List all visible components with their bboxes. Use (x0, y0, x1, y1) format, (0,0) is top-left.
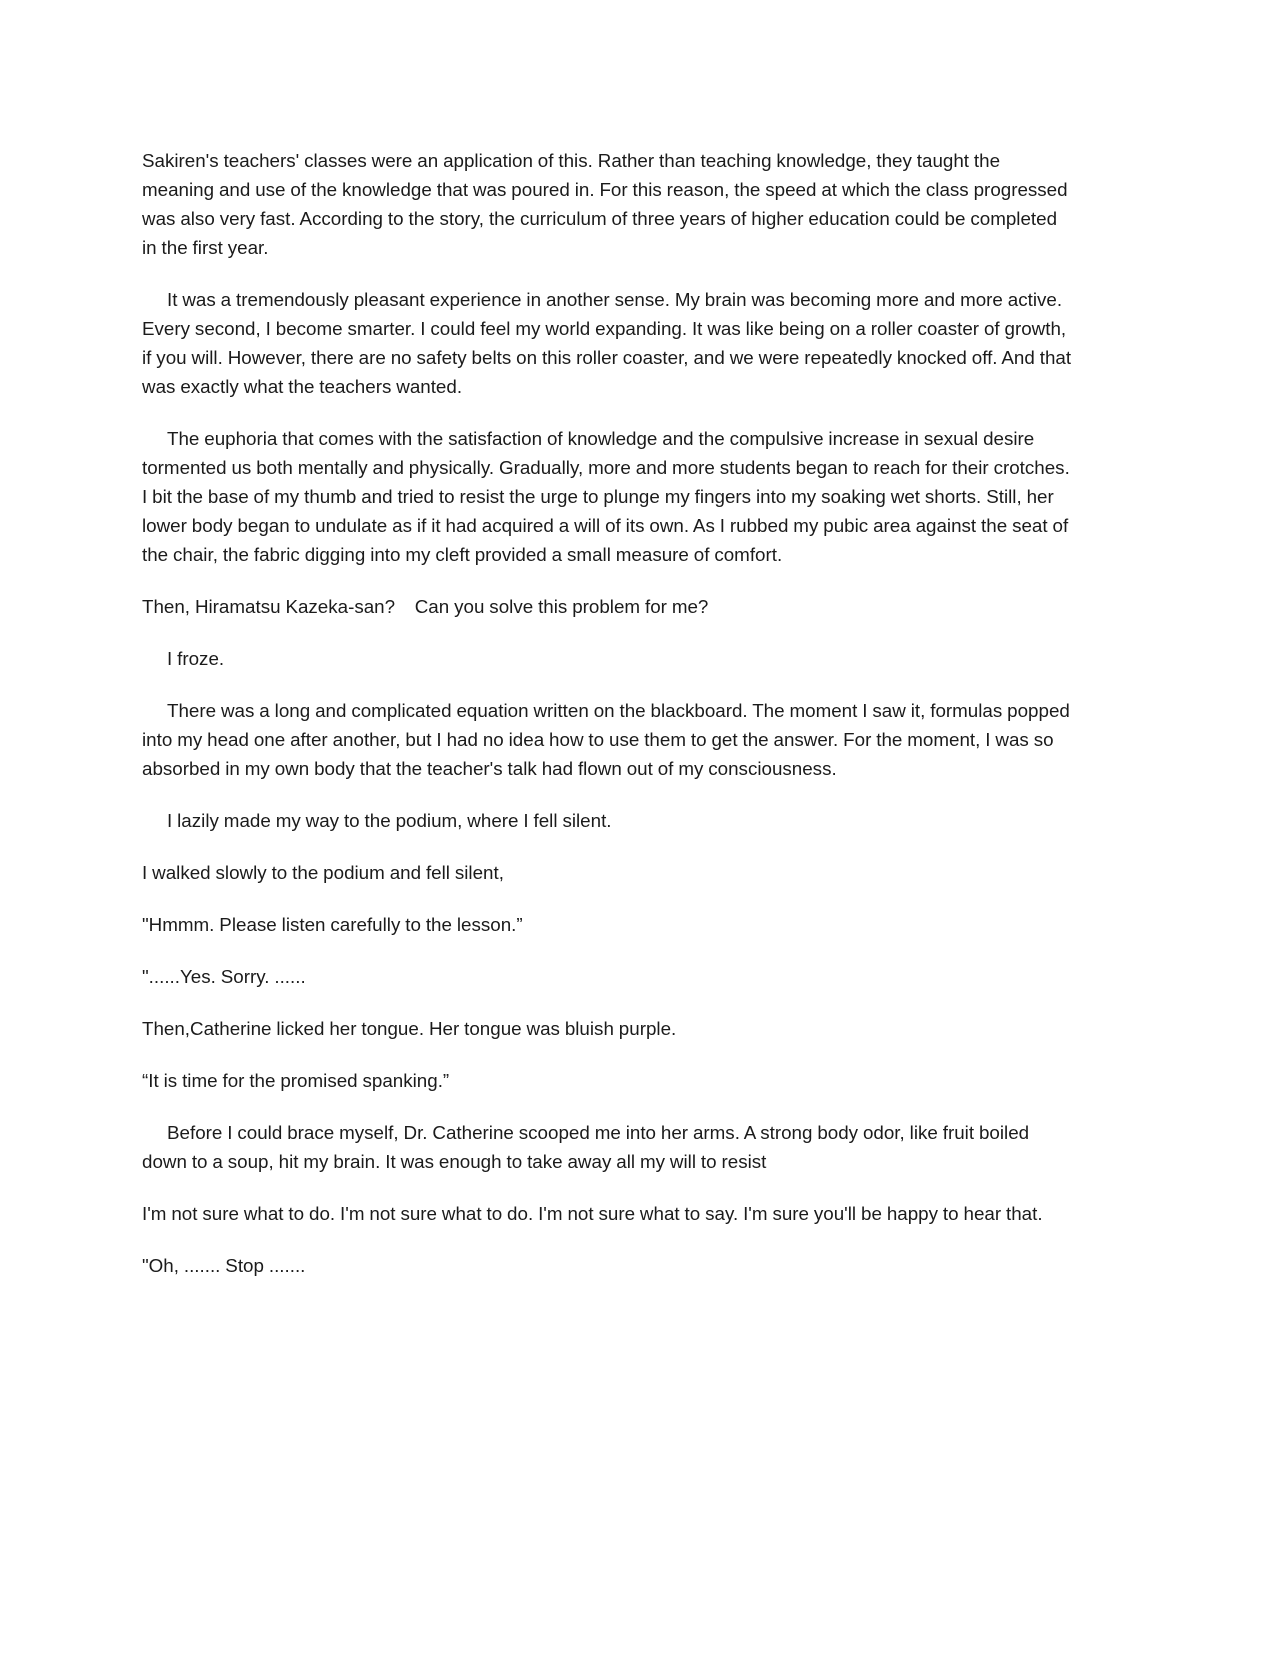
paragraph: Then, Hiramatsu Kazeka-san? Can you solve this problem for me? (142, 596, 709, 617)
paragraph: The euphoria that comes with the satisfaction of knowledge and the compulsive increase in sexual desire tormented us both mentally and physically. Gradually, more and more students began to reach for their crotches. I bit the base of my thumb and tried to resist the urge to plunge my fingers into my soaking wet shorts. Still, her lower body began to undulate as if it had acquired a will of its own. As I rubbed my pubic area against the seat of the chair, the fabric digging into my cleft provided a small measure of comfort. (142, 428, 1075, 565)
document-content (142, 146, 1076, 1280)
paragraph: "Oh, ....... Stop ....... (142, 1255, 306, 1276)
paragraph: “It is time for the promised spanking.” (142, 1070, 450, 1091)
paragraph: I froze. (167, 648, 225, 669)
paragraph: "Hmmm. Please listen carefully to the lesson.” (142, 914, 523, 935)
paragraph: It was a tremendously pleasant experience in another sense. My brain was becoming more and more active. Every second, I become smarter. I could feel my world expanding. It was like being on a roller coaster of growth, if you will. However, there are no safety belts on this roller coaster, and we were repeatedly knocked off. And that was exactly what the teachers wanted. (142, 289, 1076, 397)
paragraph: I'm not sure what to do. I'm not sure what to do. I'm not sure what to say. I'm sure you'll be happy to hear that. (142, 1203, 1043, 1224)
paragraph: I walked slowly to the podium and fell silent, (142, 862, 504, 883)
paragraph: I lazily made my way to the podium, where I fell silent. (167, 810, 612, 831)
paragraph: There was a long and complicated equation written on the blackboard. The moment I saw it, formulas popped into my head one after another, but I had no idea how to use them to get the answer. For the moment, I was so absorbed in my own body that the teacher's talk had flown out of my consciousness. (142, 700, 1075, 779)
paragraph: Sakiren's teachers' classes were an application of this. Rather than teaching knowledge, they taught the meaning and use of the knowledge that was poured in. For this reason, the speed at which the class progressed was also very fast. According to the story, the curriculum of three years of higher education could be completed in the first year. (142, 150, 1073, 258)
paragraph: Before I could brace myself, Dr. Catherine scooped me into her arms. A strong body odor, like fruit boiled down to a soup, hit my brain. It was enough to take away all my will to resist (142, 1122, 1035, 1172)
paragraph: Then,Catherine licked her tongue. Her tongue was bluish purple. (142, 1018, 677, 1039)
paragraph: "......Yes. Sorry. ...... (142, 966, 306, 987)
